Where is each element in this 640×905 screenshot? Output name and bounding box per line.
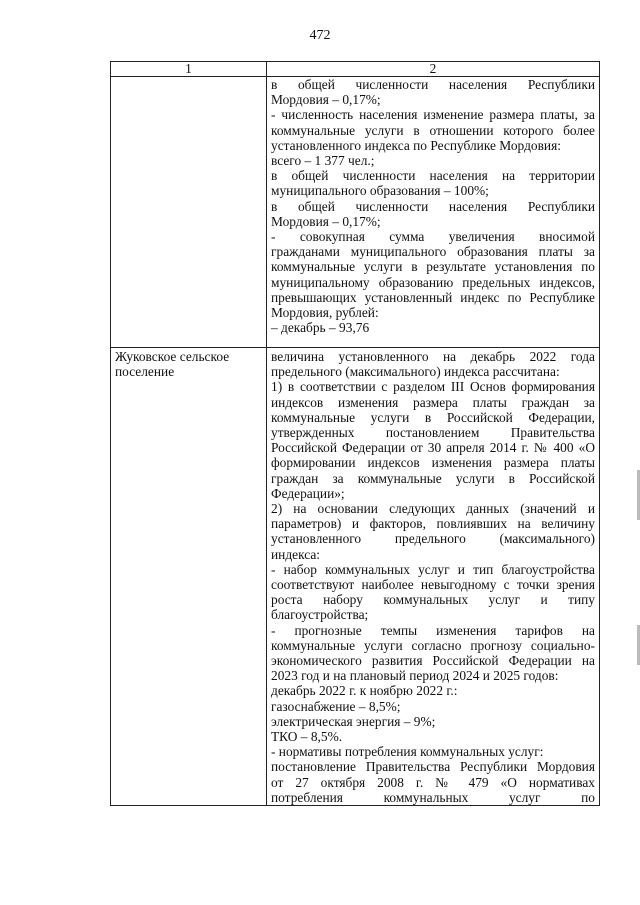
table-row [111,348,600,806]
text-line: коммунальные услуги в Российской Федерации, [271,409,595,425]
text-line: Российской Федерации от 30 апреля 2014 г. № 400 «О [271,440,595,456]
text-line: ТКО – 8,5%. [271,729,343,745]
column-header-1: 1 [111,62,267,77]
text-line: - совокупная сумма увеличения вносимой [271,229,595,245]
text-line: 2) на основании следующих данных (значений и [271,501,595,517]
text-line: установленного предельного (максимального) [271,531,595,547]
text-line: в общей численности населения на территории [271,168,595,184]
text-line: газоснабжение – 8,5%; [271,698,401,714]
text-line: коммунальные услуги в результате установления по [271,259,595,275]
municipality-name-cell: Жуковское сельское поселение [111,348,267,806]
text-line: муниципального образования – 100%; [271,183,489,199]
text-line: параметров) и факторов, повлиявших на величину [271,516,595,532]
text-line: Мордовия – 0,17%; [271,92,381,108]
text-line: - численность населения изменение размера платы, за [271,107,595,123]
text-line: муниципальному образованию предельных индексов, [271,274,595,290]
text-line: коммунальные услуги в отношении которого более [271,122,595,138]
text-line: роста набору коммунальных услуг и типу [271,592,595,608]
text-line: индекса: [271,546,321,562]
text-line: декабрь 2022 г. к ноябрю 2022 г.: [271,683,458,699]
page-number: 472 [309,28,331,43]
text-line: - прогнозные темпы изменения тарифов на [271,622,595,638]
text-line: благоустройства; [271,607,369,623]
text-line: граждан за коммунальные услуги в Российской [271,470,595,486]
text-line: Мордовия – 0,17%; [271,213,381,229]
description-cell [267,77,600,348]
text-line: - нормативы потребления коммунальных услуг: [271,744,544,760]
text-line: гражданами муниципального образования платы за [271,244,595,260]
text-line: экономического развития Российской Федерации на [271,653,595,669]
text-line: – декабрь – 93,76 [271,320,370,336]
text-line: 1) в соответствии с разделом III Основ формирования [271,379,595,395]
text-line: от 27 октября 2008 г. № 479 «О нормативах [271,774,595,790]
text-line: превышающих установленный индекс по Республике [271,289,595,305]
text-line: коммунальные услуги согласно прогнозу социально- [271,637,595,653]
text-line: 2023 год и на плановый период 2024 и 2025 годов: [271,668,559,684]
text-line: всего – 1 377 чел.; [271,153,375,169]
text-line: установленного индекса по Республике Мордовия: [271,137,561,153]
text-line: формировании индексов изменения размера платы [271,455,595,471]
text-line: индексов изменения размера платы граждан за [271,394,595,410]
text-line: потребления коммунальных услуг по [271,789,595,805]
text-line: электрическая энергия – 9%; [271,713,436,729]
text-line: - набор коммунальных услуг и тип благоустройства [271,561,595,577]
text-line: утвержденных постановлением Правительства [271,425,595,441]
text-line: соответствуют наиболее невыгодному с точки зрения [271,577,595,593]
municipality-name-cell [111,77,267,348]
text-line: величина установленного на декабрь 2022 года [271,349,595,364]
text-line: Мордовия, рублей: [271,305,379,321]
text-line: Федерации»; [271,485,345,501]
text-line: в общей численности населения Республики [271,77,595,92]
column-header-2: 2 [267,62,600,77]
text-line: постановление Правительства Республики Мордовия [271,759,595,775]
document-table [110,61,600,806]
table-header-row [111,62,600,77]
table-row [111,77,600,348]
text-line: предельного (максимального) индекса рассчитана: [271,364,560,380]
description-cell [267,348,600,806]
text-line: в общей численности населения Республики [271,198,595,214]
